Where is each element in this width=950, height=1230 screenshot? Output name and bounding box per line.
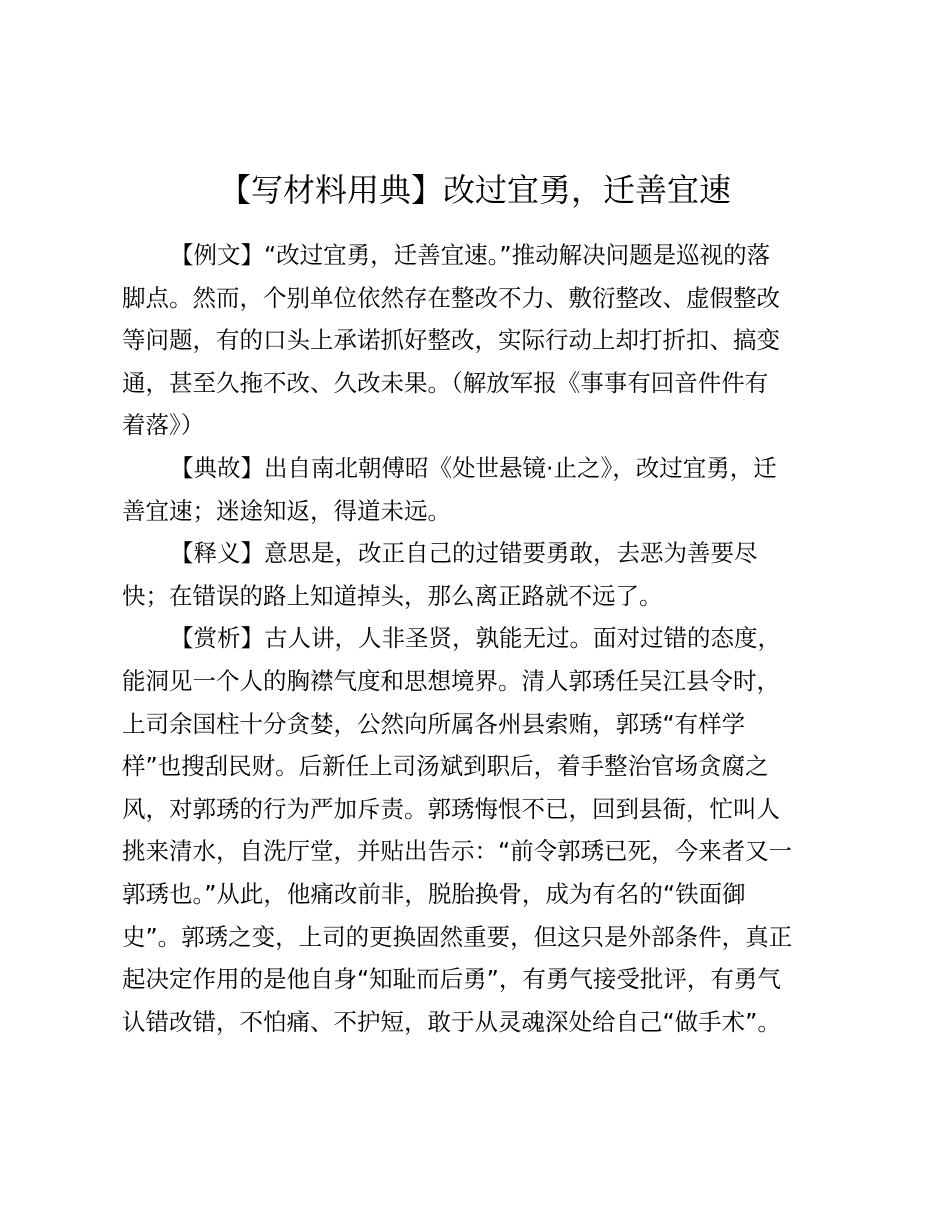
text-line: 脚点。然而，个别单位依然存在整改不力、敷衍整改、虚假整改 [122, 283, 780, 312]
text-line: 【典故】出自南北朝傅昭《处世悬镜·止之》，改过宜勇，迁 [170, 453, 777, 482]
text-line: 着落》） [122, 411, 205, 440]
text-line: 挑来清水，自洗厅堂，并贴出告示：“前令郭琇已死，今来者又一 [122, 837, 793, 866]
paragraph-allusion [122, 447, 834, 532]
text-line: 风，对郭琇的行为严加斥责。郭琇悔恨不已，回到县衙，忙叫人 [122, 794, 780, 823]
page-title: 【写材料用典】改过宜勇，迁善宜速 [218, 171, 731, 209]
text-line: 史”。郭琇之变，上司的更换固然重要，但这只是外部条件，真正 [122, 922, 793, 951]
text-line: 郭琇也。”从此，他痛改前非，脱胎换骨，成为有名的“铁面御 [122, 879, 746, 908]
paragraph-analysis [122, 617, 834, 1043]
text-line: 等问题，有的口头上承诺抓好整改，实际行动上却打折扣、搞变 [122, 326, 780, 355]
text-line: 通，甚至久拖不改、久改未果。（解放军报《事事有回音件件有 [122, 368, 769, 397]
text-line: 能洞见一个人的胸襟气度和思想境界。清人郭琇任吴江县令时， [122, 666, 780, 695]
text-line: 样”也搜刮民财。后新任上司汤斌到职后，着手整治官场贪腐之 [122, 752, 769, 781]
document-body [122, 234, 834, 1043]
text-line: 【释义】意思是，改正自己的过错要勇敢，去恶为善要尽 [170, 539, 758, 568]
paragraph-example [122, 234, 834, 447]
text-line: 【赏析】古人讲，人非圣贤，孰能无过。面对过错的态度， [170, 624, 781, 653]
text-line: 善宜速；迷途知返，得道未远。 [122, 496, 451, 525]
text-line: 上司余国柱十分贪婪，公然向所属各州县索贿，郭琇“有样学 [122, 709, 746, 738]
text-line: 起决定作用的是他自身“知耻而后勇”，有勇气接受批评，有勇气 [122, 965, 781, 994]
text-line: 【例文】“改过宜勇，迁善宜速。”推动解决问题是巡视的落 [170, 241, 771, 269]
text-line: 认错改错，不怕痛、不护短，敢于从灵魂深处给自己“做手术”。 [122, 1007, 781, 1036]
text-line: 快；在错误的路上知道掉头，那么离正路就不远了。 [122, 581, 663, 610]
paragraph-meaning [122, 532, 834, 617]
